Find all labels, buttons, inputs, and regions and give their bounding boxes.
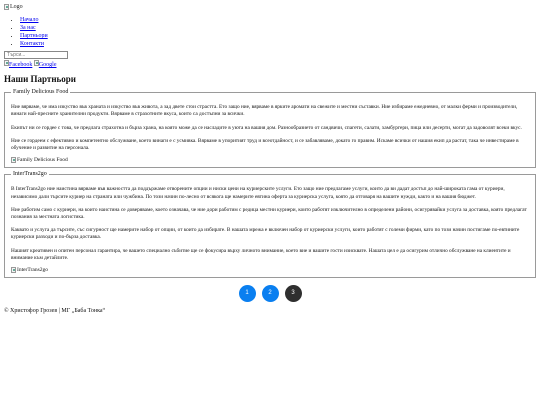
nav-item-about (20, 24, 536, 32)
search-box (4, 51, 536, 59)
partner-legend: InterTrans2go (13, 171, 47, 178)
page-title: Наши Партньори (4, 73, 76, 84)
partner-image-alt: Family Delicious Food (17, 157, 68, 164)
social-links (4, 60, 536, 69)
nav-item-contacts (20, 40, 536, 48)
nav-link-partners[interactable]: Партньори (20, 33, 48, 39)
partner-legend: Family Delicious Food (13, 89, 69, 96)
nav-link-home[interactable]: Начало (20, 17, 39, 23)
broken-image-icon (11, 157, 16, 163)
logo (4, 2, 536, 12)
page-button-3-current[interactable]: 3 (285, 285, 302, 302)
partner-image (11, 157, 529, 163)
google-icon (34, 60, 39, 66)
partner-paragraph: Екипът ни се гордее с това, че предлага страхотна и бърза храна, на която може да се насладите в уюта на вашия дом. Разнообразието от сандвичи, спагети, салати, хамбургери, пица или десерти, могат да задоволят всеки вкус. (11, 124, 522, 131)
partner-paragraph: Ние вярваме, че има изкуство във храната и изкуство във живота, а зад двете стои страстта. Ето защо ние, вярваме в ярките аромати на свежите и местни съставки. Ние избираме ежедневно, от малки ферми и производители, винаги най-пресните хранителни продукти. Вярваме в страхотните вкуса, които са достъпни за всички. (11, 104, 518, 118)
nav-link-contacts[interactable]: Контакти (20, 41, 44, 47)
logo-alt-text: Logo (10, 3, 23, 10)
broken-image-icon (11, 267, 16, 273)
partner-paragraph: Ние се гордеем с ефективно и компетентно обслужване, което винаги е с усмивка. Вярваме в упоритият труд и всеотдайност, и се забавляваме, докато го правим. Искаме всички от нашия екип да растат, така че инвестираме в обучение и развитие на персонала. (11, 137, 519, 151)
google-label: Google (38, 62, 57, 68)
google-link[interactable] (34, 62, 57, 68)
main-nav (4, 16, 536, 48)
page-button-2[interactable]: 2 (262, 285, 279, 302)
nav-item-home (20, 16, 536, 24)
search-input[interactable] (4, 51, 68, 59)
broken-image-icon (4, 4, 9, 10)
pagination (4, 285, 536, 302)
partner-paragraph: Ние работим само с куриери, на които наистина се доверяваме, което означава, че ние дори работим с редица местни куриери, които работят изключително в определени райони, осигурявайки услуга за доставка, която предлагат познания за местната логистика. (11, 206, 527, 220)
nav-link-about[interactable]: За нас (20, 25, 36, 31)
partner-paragraph: Нашият креативен и опитен персонал гарантира, че вашето специално събитие ще се фокусира върху личното внимание, което вие и вашите гости изисквате. Нашата цел е да осигурим отлично обслужване на клиентите и внимание към детайлите. (11, 247, 511, 261)
partner-image (11, 267, 529, 273)
partner-card-family-food (4, 89, 536, 168)
partner-paragraph: В InterTrans2go ние наистина вярваме във важността да поддържаме отворените опции и ниски цени на куриерските услуги. Ето защо ние предлагаме услуги, които да ви дадат достъп до най-широката гама от куриери, независимо дали търсите куриер на страната или чужбина. По този начин по-лесно от всякога ще намерите евтина оферта за куриерска услуга, която да отговаря на вашите нужди, както и на вашия бюджет. (11, 186, 505, 200)
partner-image-alt: InterTrans2go (17, 266, 48, 273)
facebook-label: Facebook (9, 62, 33, 68)
page-button-1[interactable]: 1 (239, 285, 256, 302)
footer: © Христофор Грозев | МГ „Баба Тонка“ (4, 308, 106, 315)
facebook-icon (4, 60, 9, 66)
nav-item-partners (20, 32, 536, 40)
partner-paragraph: Каквато и услуга да търсите, със сигурност ще намерите набор от опции, от които да избирате. В нашата мрежа е включен набор от куриерски услуги, които работят с големи фирми, като по този начин постигаме по-евтините куриерски разходи и по-бърза доставка. (11, 227, 520, 241)
facebook-link[interactable] (4, 62, 32, 68)
partner-card-intertrans (4, 171, 536, 278)
